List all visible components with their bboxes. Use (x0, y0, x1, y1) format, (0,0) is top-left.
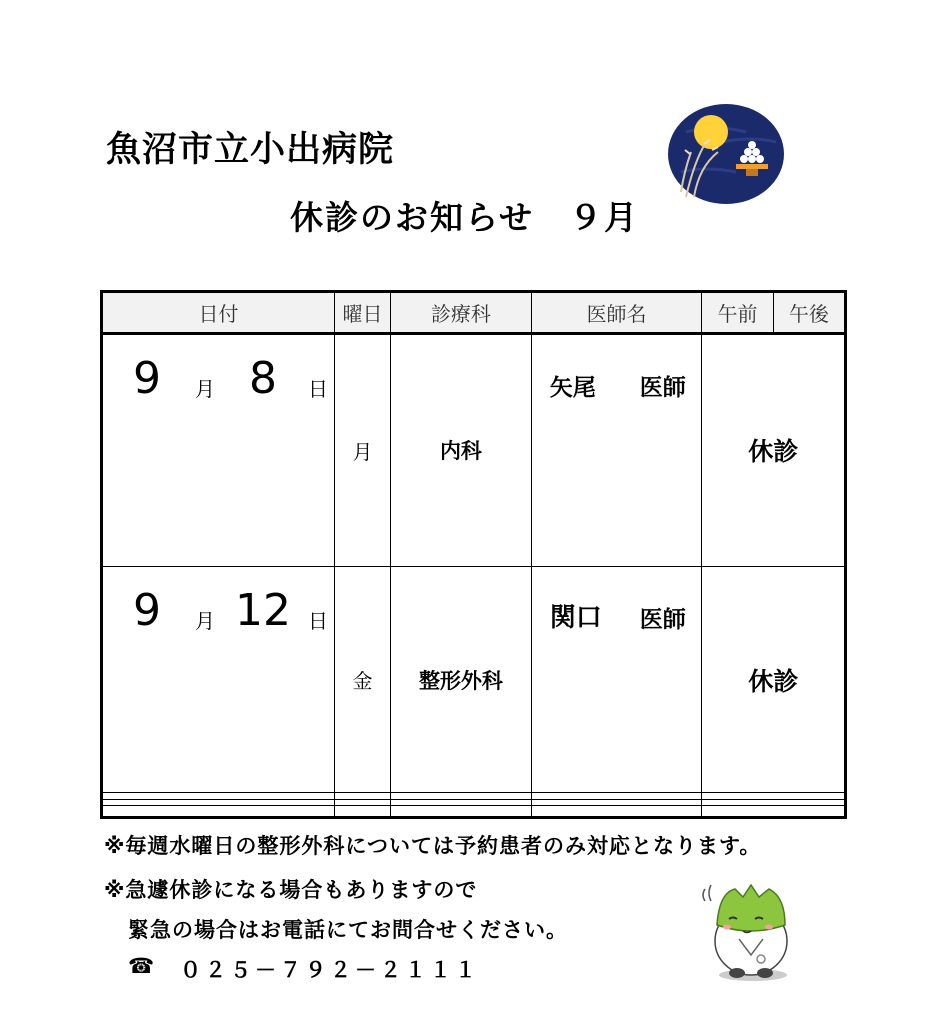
doctor-name: 矢尾 (549, 375, 596, 401)
phone-icon: ☎ (128, 954, 156, 978)
closure-schedule-table (100, 290, 847, 819)
doctor-title: 医師 (639, 375, 686, 401)
day-unit: 日 (308, 377, 328, 401)
month: 9 (133, 353, 161, 404)
note-line-1: ※毎週水曜日の整形外科については予約患者のみ対応となります。 (104, 834, 762, 858)
header-am: 午前 (702, 293, 773, 332)
phone-number: ０２５－７９２－２１１１ (180, 958, 480, 982)
table-row (102, 334, 846, 567)
doctor-title: 医師 (639, 606, 686, 633)
status-cell: 休診 (702, 566, 846, 793)
date-cell (102, 334, 335, 567)
table-row (102, 566, 846, 793)
mascot-character-icon (695, 875, 805, 985)
month-unit: 月 (195, 377, 215, 401)
status-cell: 休診 (702, 334, 846, 567)
month-unit: 月 (195, 608, 215, 633)
doctor-cell (531, 334, 702, 567)
doctor-name: 関口 (549, 602, 602, 633)
header-pm: 午後 (788, 302, 829, 326)
note-line-3: 緊急の場合はお電話にてお問合せください。 (128, 918, 568, 942)
weekday-cell: 金 (334, 566, 390, 793)
header-weekday: 曜日 (334, 292, 390, 334)
table-header-row (102, 292, 846, 334)
header-date: 日付 (102, 292, 335, 334)
date-cell (102, 566, 335, 793)
weekday-cell: 月 (334, 334, 390, 567)
doctor-cell (531, 566, 702, 793)
moon-viewing-illustration-icon (666, 102, 786, 206)
department-cell: 内科 (391, 334, 532, 567)
day: 12 (235, 584, 291, 636)
note-line-2: ※急遽休診になる場合もありますので (104, 878, 478, 902)
header-doctor: 医師名 (531, 292, 702, 334)
department-cell: 整形外科 (391, 566, 532, 793)
header-am-pm (702, 292, 846, 334)
day-unit: 日 (308, 608, 328, 633)
header-department: 診療科 (391, 292, 532, 334)
month: 9 (133, 584, 161, 636)
table-row-empty (102, 805, 846, 817)
notice-title: 休診のお知らせ ９月 (290, 198, 640, 237)
hospital-name: 魚沼市立小出病院 (106, 130, 395, 170)
day: 8 (249, 353, 277, 404)
